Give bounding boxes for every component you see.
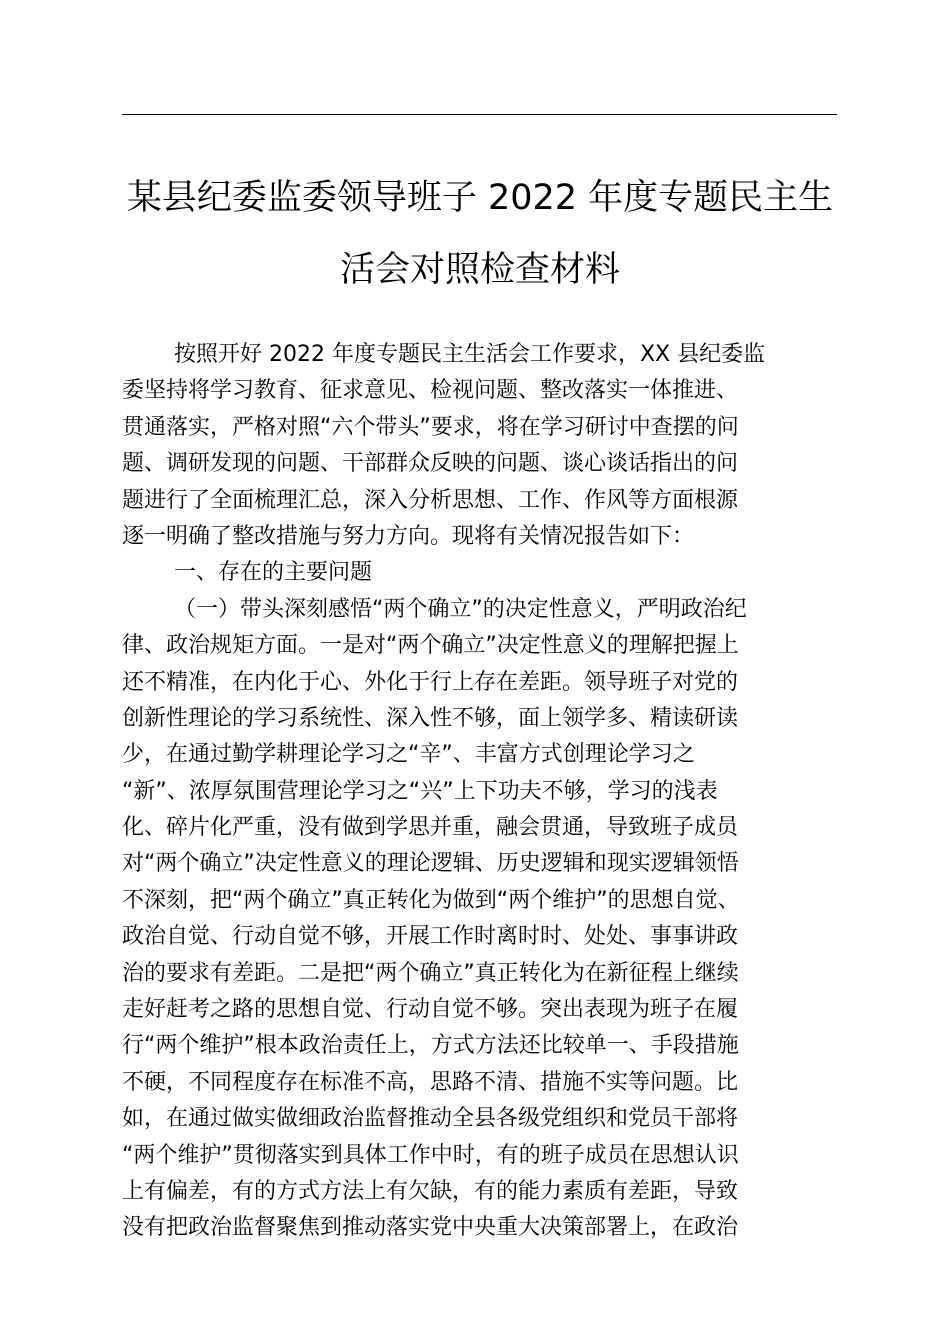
body-line: 行“两个维护”根本政治责任上，方式方法还比较单一、手段措施 (122, 1033, 739, 1059)
body-line: 走好赶考之路的思想自觉、行动自觉不够。突出表现为班子在履 (122, 997, 739, 1023)
body-line: 上有偏差，有的方式方法上有欠缺，有的能力素质有差距，导致 (122, 1178, 739, 1204)
body-line: “新”、浓厚氛围营理论学习之“兴”上下功夫不够，学习的浅表 (122, 778, 718, 804)
body-line: 如，在通过做实做细政治监督推动全县各级党组织和党员干部将 (122, 1106, 739, 1132)
body-line: 题进行了全面梳理汇总，深入分析思想、工作、作风等方面根源 (122, 487, 739, 513)
body-line: 逐一明确了整改措施与努力方向。现将有关情况报告如下： (122, 523, 695, 549)
body-line: 创新性理论的学习系统性、深入性不够，面上领学多、精读研读 (122, 705, 739, 731)
body-line: （一）带头深刻感悟“两个确立”的决定性意义，严明政治纪 (174, 596, 747, 622)
body-line: 按照开好 2022 年度专题民主生活会工作要求，XX 县纪委监 (174, 342, 766, 367)
header-rule (122, 114, 837, 115)
body-line: 不硬，不同程度存在标准不高，思路不清、措施不实等问题。比 (122, 1069, 739, 1095)
body-line: 化、碎片化严重，没有做到学思并重，融会贯通，导致班子成员 (122, 815, 739, 841)
body-line: 贯通落实，严格对照“六个带头”要求，将在学习研讨中查摆的问 (122, 414, 739, 440)
body-line: 对“两个确立”决定性意义的理论逻辑、历史逻辑和现实逻辑领悟 (122, 851, 739, 877)
document-title-line-1: 某县纪委监委领导班子 2022 年度专题民主生 (126, 178, 834, 218)
body-line: 律、政治规矩方面。一是对“两个确立”决定性意义的理解把握上 (122, 633, 739, 659)
body-line: 委坚持将学习教育、征求意见、检视问题、整改落实一体推进、 (122, 378, 739, 404)
body-line: 少，在通过勤学耕理论学习之“辛”、丰富方式创理论学习之 (122, 742, 695, 768)
body-line: 题、调研发现的问题、干部群众反映的问题、谈心谈话指出的问 (122, 451, 739, 477)
body-line: 没有把政治监督聚焦到推动落实党中央重大决策部署上，在政治 (122, 1215, 739, 1241)
body-line: 不深刻，把“两个确立”真正转化为做到“两个维护”的思想自觉、 (122, 887, 740, 913)
document-body (122, 337, 852, 1247)
body-line: 治的要求有差距。二是把“两个确立”真正转化为在新征程上继续 (122, 960, 739, 986)
body-line: 还不精准，在内化于心、外化于行上存在差距。领导班子对党的 (122, 669, 739, 695)
section-heading: 一、存在的主要问题 (174, 560, 373, 586)
body-line: “两个维护”贯彻落实到具体工作中时，有的班子成员在思想认识 (122, 1142, 739, 1168)
document-title-line-2: 活会对照检查材料 (339, 250, 620, 290)
body-line: 政治自觉、行动自觉不够，开展工作时离时时、处处、事事讲政 (122, 924, 739, 950)
